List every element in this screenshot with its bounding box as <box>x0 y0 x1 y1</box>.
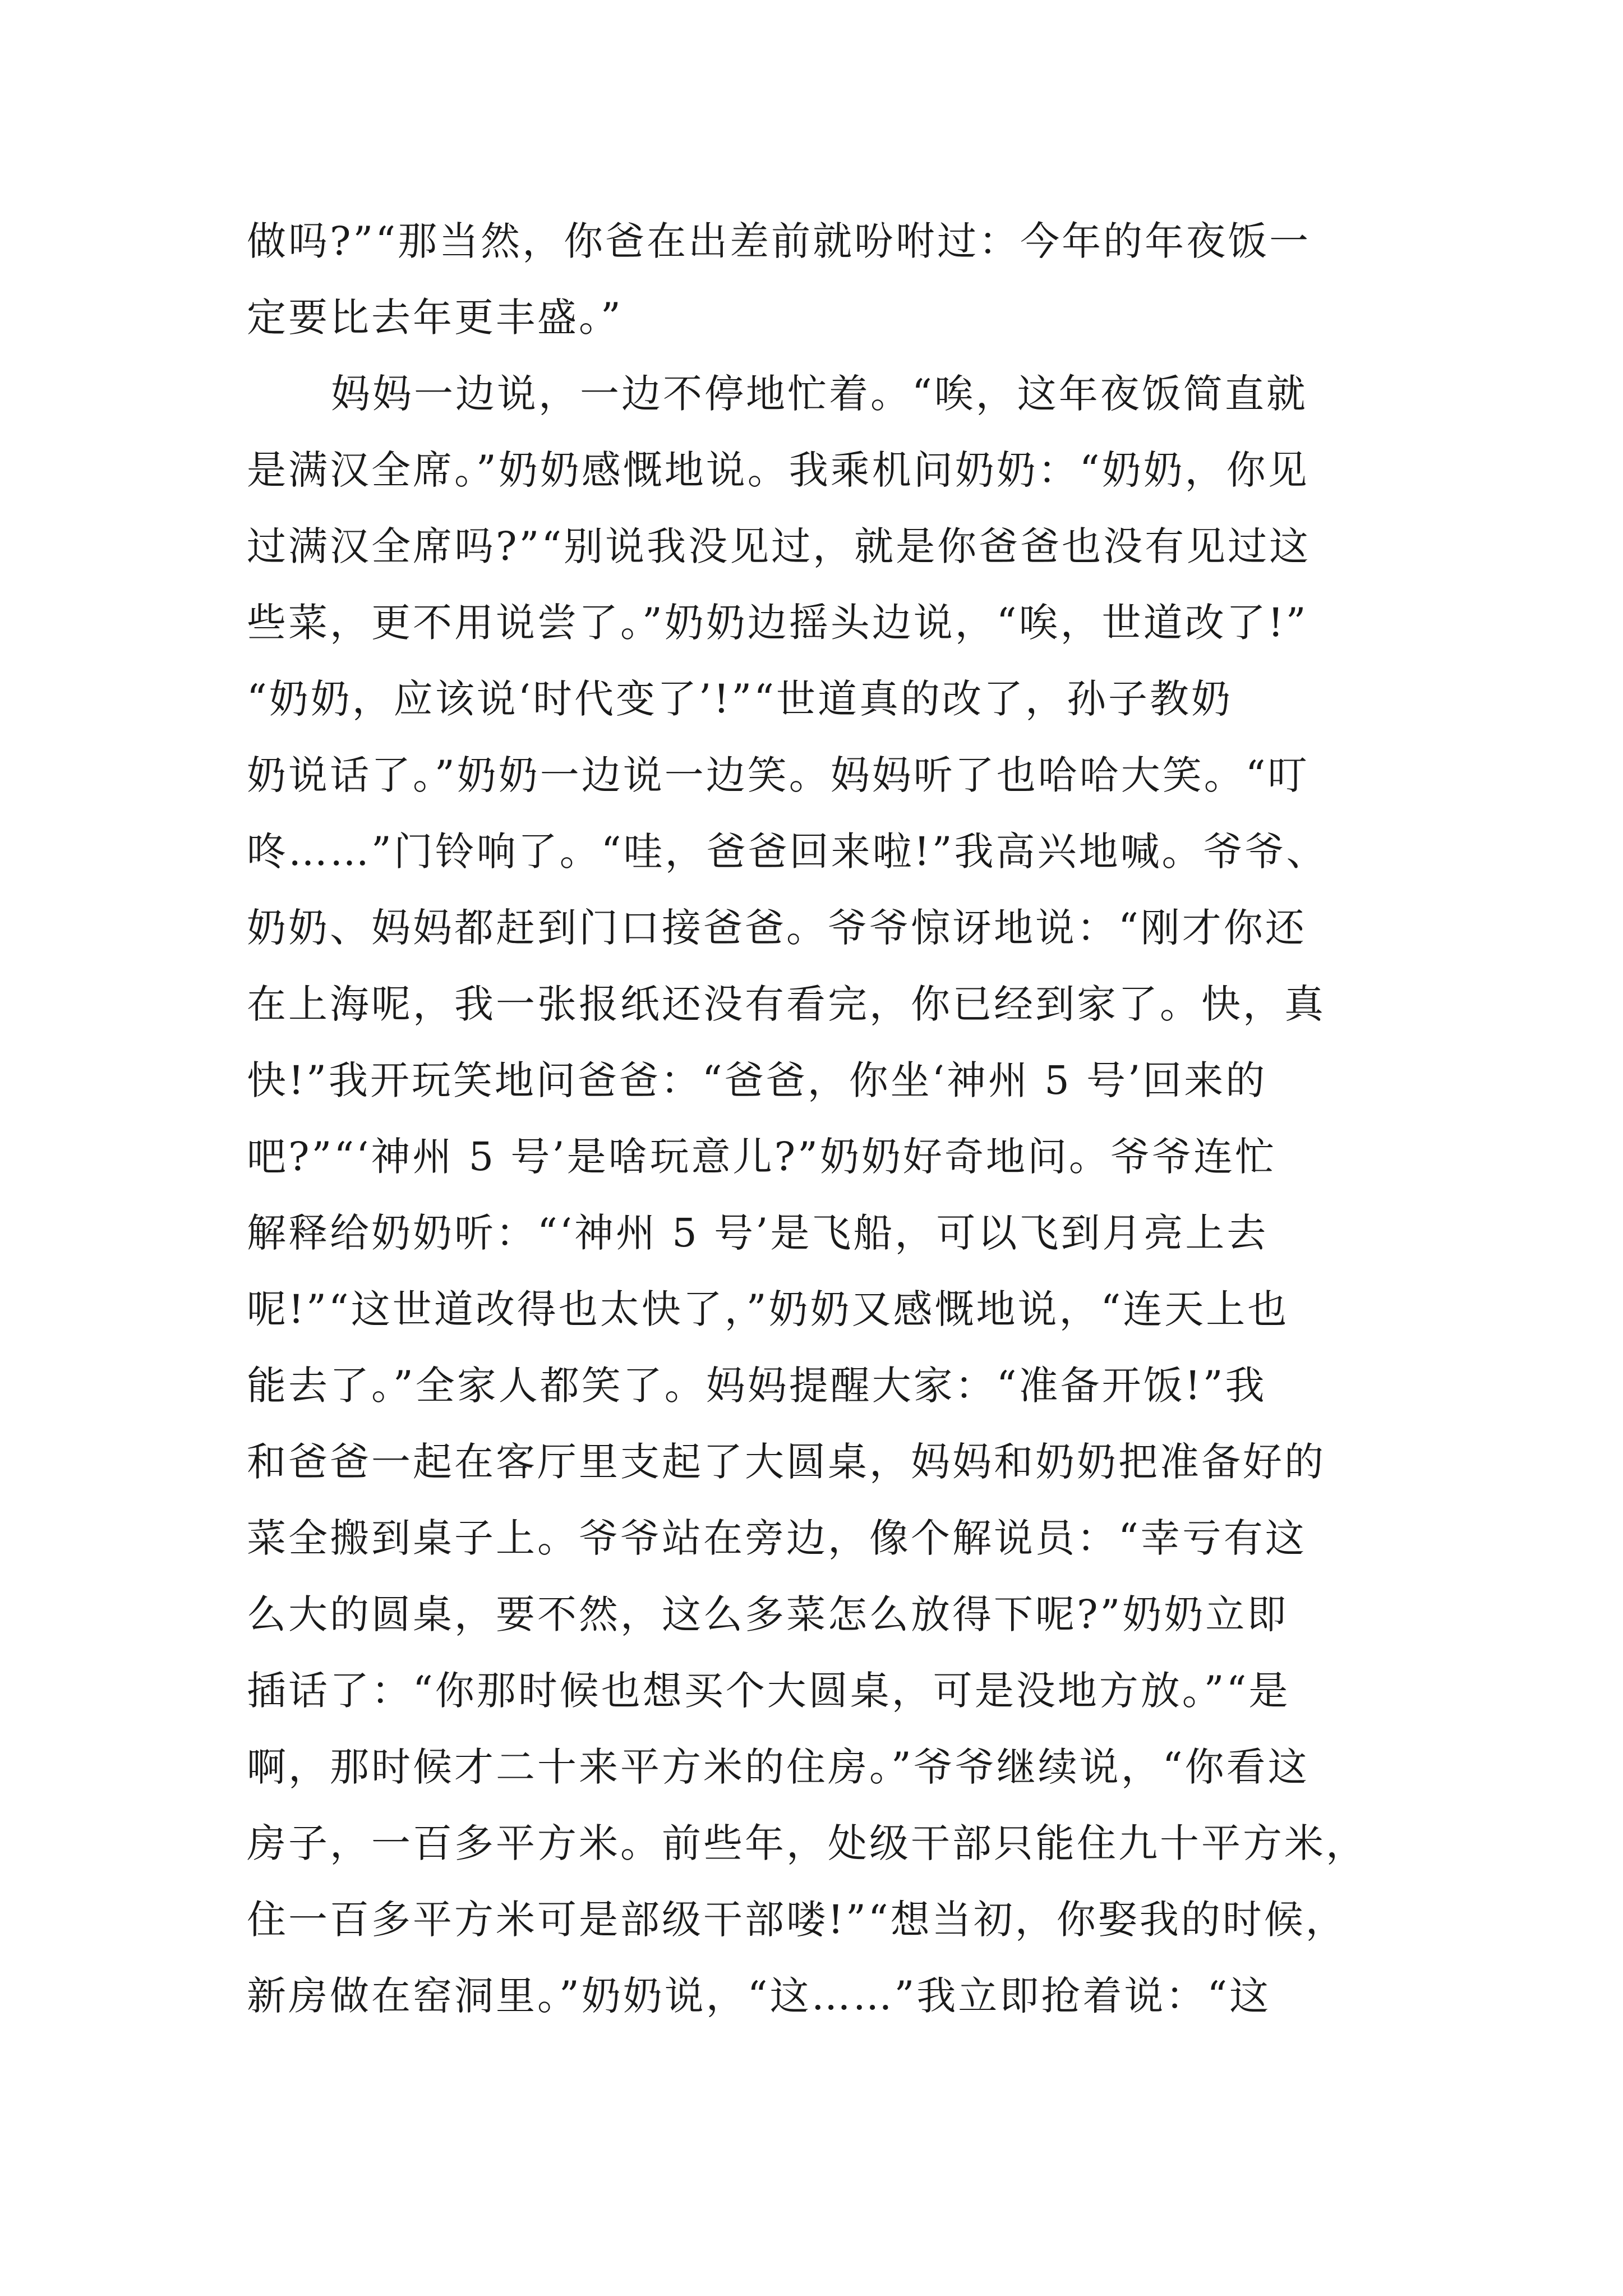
text-line: 咚……”门铃响了。“哇，爸爸回来啦!”我高兴地喊。爷爷、 <box>247 829 1328 875</box>
body-text <box>247 203 1413 2034</box>
text-line: 奶说话了。”奶奶一边说一边笑。妈妈听了也哈哈大笑。“叮 <box>247 752 1310 798</box>
text-line: 菜全搬到桌子上。爷爷站在旁边，像个解说员：“幸亏有这 <box>247 1515 1307 1561</box>
text-line: 房子，一百多平方米。前些年，处级干部只能住九十平方米， <box>247 1820 1367 1866</box>
text-line: 新房做在窑洞里。”奶奶说，“这……”我立即抢着说：“这 <box>247 1973 1271 2019</box>
text-line: 么大的圆桌，要不然，这么多菜怎么放得下呢?”奶奶立即 <box>247 1591 1289 1637</box>
text-line: 啊，那时候才二十来平方米的住房。”爷爷继续说，“你看这 <box>247 1744 1310 1790</box>
text-line: 解释给奶奶听：“‘神州 5 号’是飞船，可以飞到月亮上去 <box>247 1210 1269 1256</box>
text-line: 是满汉全席。”奶奶感慨地说。我乘机问奶奶：“奶奶，你见 <box>247 447 1310 493</box>
text-line: 定要比去年更丰盛。” <box>247 295 623 341</box>
text-line: 做吗?”“那当然，你爸在出差前就吩咐过：今年的年夜饭一 <box>247 218 1311 264</box>
text-line: 过满汉全席吗?”“别说我没见过，就是你爸爸也没有见过这 <box>247 523 1311 569</box>
text-line: 和爸爸一起在客厅里支起了大圆桌，妈妈和奶奶把准备好的 <box>247 1439 1326 1485</box>
text-line: 吧?”“‘神州 5 号’是啥玩意儿?”奶奶好奇地问。爷爷连忙 <box>247 1134 1276 1180</box>
text-line: 在上海呢，我一张报纸还没有看完，你已经到家了。快，真 <box>247 981 1326 1027</box>
text-line: 快!”我开玩笑地问爸爸：“爸爸，你坐‘神州 5 号’回来的 <box>247 1057 1267 1103</box>
text-line: 呢!”“这世道改得也太快了，”奶奶又感慨地说，“连天上也 <box>247 1286 1289 1332</box>
text-line: 奶奶、妈妈都赶到门口接爸爸。爷爷惊讶地说：“刚才你还 <box>247 905 1307 951</box>
text-line: “奶奶，应该说‘时代变了’!”“世道真的改了，孙子教奶 <box>247 676 1233 722</box>
paragraph-first-line: 妈妈一边说，一边不停地忙着。“唉，这年夜饭简直就 <box>331 371 1308 417</box>
text-line: 能去了。”全家人都笑了。妈妈提醒大家：“准备开饭!”我 <box>247 1363 1267 1409</box>
text-line: 些菜，更不用说尝了。”奶奶边摇头边说，“唉，世道改了!” <box>247 600 1308 646</box>
text-line: 插话了：“你那时候也想买个大圆桌，可是没地方放。”“是 <box>247 1668 1290 1714</box>
text-line: 住一百多平方米可是部级干部喽!”“想当初，你娶我的时候， <box>247 1897 1347 1943</box>
